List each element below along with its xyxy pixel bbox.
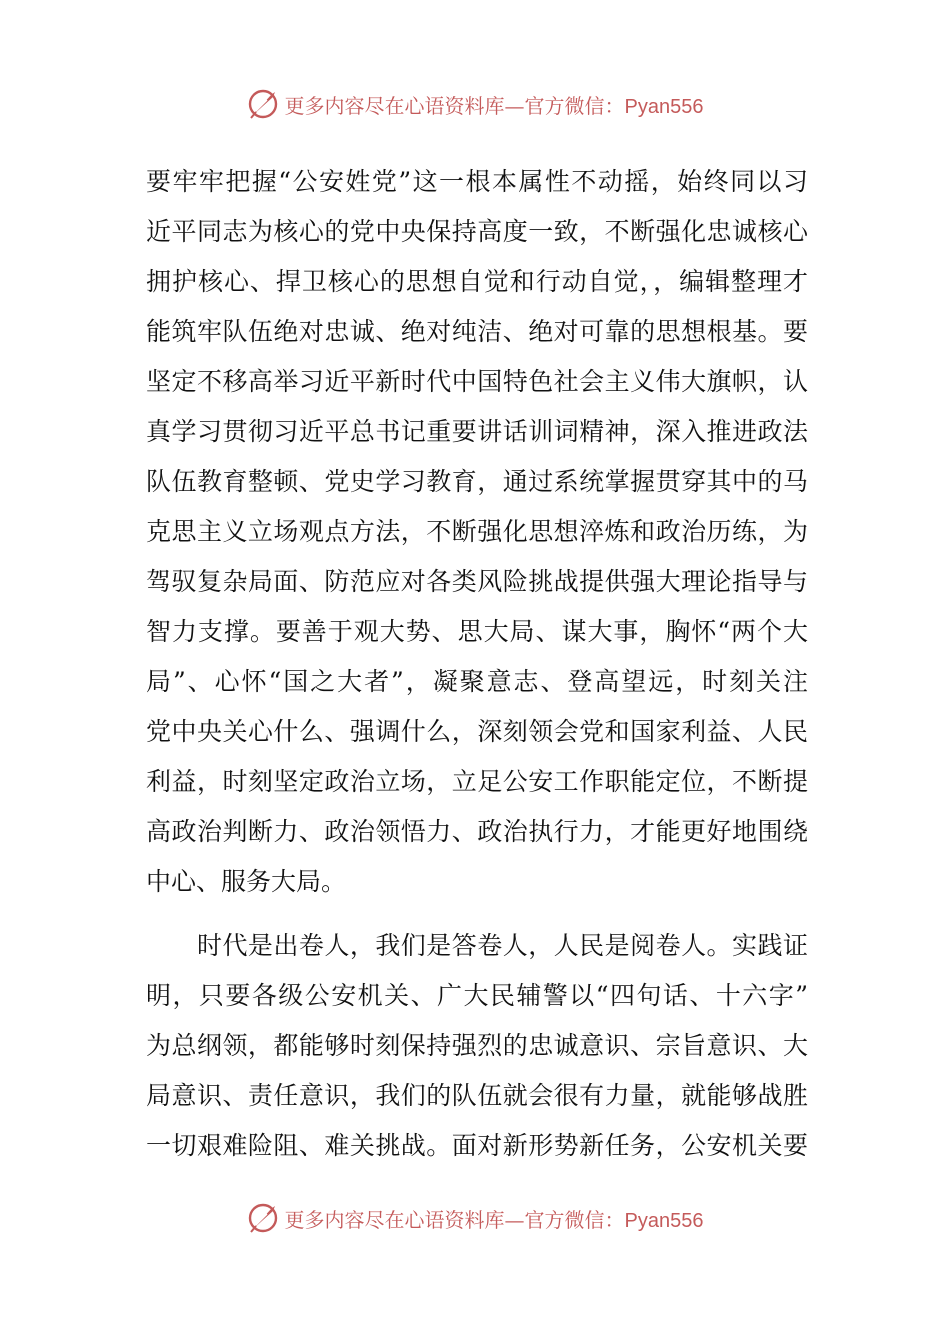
paragraph <box>146 157 808 907</box>
text-line: 坚定不移高举习近平新时代中国特色社会主义伟大旗帜，认 <box>146 367 808 396</box>
footer-banner <box>0 1198 950 1238</box>
text-line: 拥护核心、捍卫核心的思想自觉和行动自觉，，编辑整理才 <box>146 267 808 296</box>
text-line: 队伍教育整顿、党史学习教育，通过系统掌握贯穿其中的马 <box>146 467 808 496</box>
text-line: 能筑牢队伍绝对忠诚、绝对纯洁、绝对可靠的思想根基。要 <box>146 317 808 346</box>
footer-banner-cn: 更多内容尽在心语资料库—官方微信： <box>284 1207 625 1232</box>
footer-banner-text <box>285 1204 704 1233</box>
text-line: 克思主义立场观点方法，不断强化思想淬炼和政治历练，为 <box>146 517 808 546</box>
paragraph <box>146 921 808 1171</box>
text-line: 为总纲领，都能够时刻保持强烈的忠诚意识、宗旨意识、大 <box>146 1031 808 1060</box>
text-line: 一切艰难险阻、难关挑战。面对新形势新任务，公安机关要 <box>146 1131 808 1160</box>
text-line: 明，只要各级公安机关、广大民辅警以“四句话、十六字” <box>146 981 808 1010</box>
text-line: 利益，时刻坚定政治立场，立足公安工作职能定位，不断提 <box>146 767 808 796</box>
text-line: 高政治判断力、政治领悟力、政治执行力，才能更好地围绕 <box>146 817 808 846</box>
text-line: 党中央关心什么、强调什么，深刻领会党和国家利益、人民 <box>146 717 808 746</box>
text-line: 驾驭复杂局面、防范应对各类风险挑战提供强大理论指导与 <box>146 567 808 596</box>
text-line: 局意识、责任意识，我们的队伍就会很有力量，就能够战胜 <box>146 1081 808 1110</box>
text-line: 时代是出卷人，我们是答卷人，人民是阅卷人。实践证 <box>146 931 808 960</box>
text-line: 智力支撑。要善于观大势、思大局、谋大事，胸怀“两个大 <box>146 617 808 646</box>
document-body <box>146 157 808 1171</box>
pen-quill-logo-icon <box>247 87 281 121</box>
header-banner-cn: 更多内容尽在心语资料库—官方微信： <box>284 93 625 118</box>
text-line: 真学习贯彻习近平总书记重要讲话训词精神，深入推进政法 <box>146 417 808 446</box>
text-line: 近平同志为核心的党中央保持高度一致，不断强化忠诚核心 <box>146 217 808 246</box>
text-line: 要牢牢把握“公安姓党”这一根本属性不动摇，始终同以习 <box>146 167 808 196</box>
text-line: 局”、心怀“国之大者”，凝聚意志、登高望远，时刻关注 <box>146 667 808 696</box>
header-banner-wechat-id: Pyan556 <box>624 95 704 118</box>
header-banner-text <box>285 90 704 119</box>
pen-quill-logo-icon <box>247 1201 281 1235</box>
text-line: 中心、服务大局。 <box>146 867 347 896</box>
header-banner <box>0 84 950 124</box>
paragraph-gap <box>146 907 808 921</box>
footer-banner-wechat-id: Pyan556 <box>624 1209 704 1232</box>
